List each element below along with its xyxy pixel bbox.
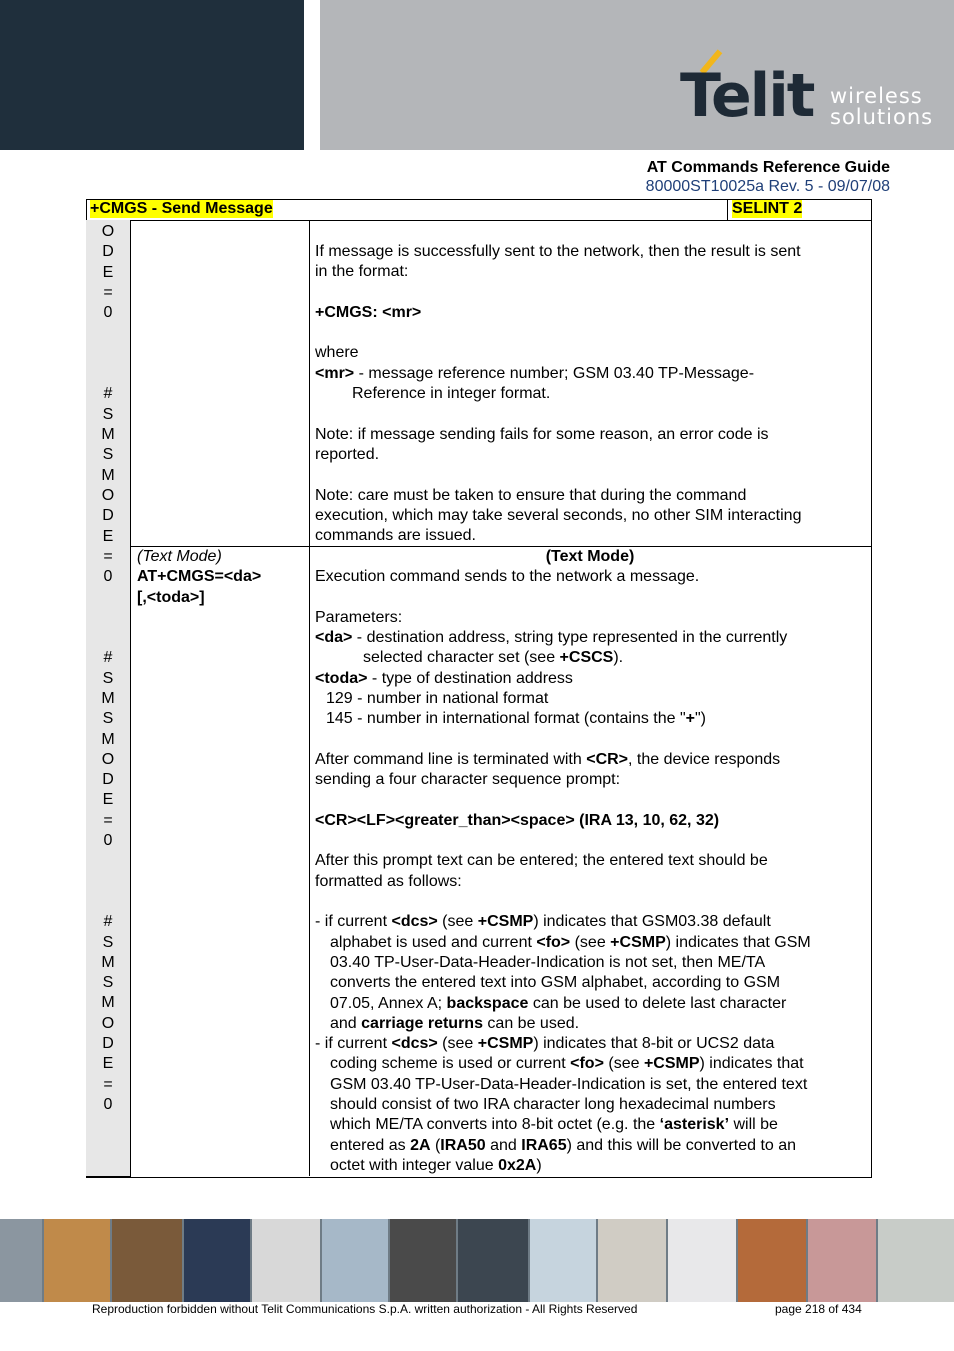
mode-letter: = (103, 811, 113, 829)
mode-letter: S (102, 710, 114, 728)
da-param-cont (315, 648, 865, 668)
toda-value-145 (315, 709, 865, 729)
bullet-line: and carriage returns can be used. (330, 1014, 580, 1032)
mode-letter: E (102, 1055, 114, 1073)
da-param (315, 628, 865, 648)
mode-letter: 0 (103, 1095, 113, 1113)
da-tag: <da> (315, 629, 353, 647)
mode-letter: O (101, 750, 115, 768)
da-desc-cont: selected character set (see (363, 649, 560, 667)
after-command-line-2: sending a four character sequence prompt: (315, 771, 621, 789)
mode-letter: S (102, 669, 114, 687)
bullet-line: coding scheme is used or current <fo> (see +CSMP) indicates that (330, 1055, 804, 1073)
mode-letter: D (102, 243, 114, 261)
photo-tile (112, 1219, 182, 1302)
after-command-line (315, 750, 865, 770)
bullet-8bit-ucs2 (315, 1034, 865, 1176)
document-title: AT Commands Reference Guide (646, 159, 890, 176)
params-label: Parameters: (315, 608, 403, 626)
exec-description: Execution command sends to the network a message. (315, 568, 700, 586)
mode-letter: M (101, 466, 115, 484)
row1-line: If message is successfully sent to the network, then the result is sent (315, 243, 801, 260)
toda-145-end: ") (695, 710, 707, 728)
row1-line: Note: if message sending fails for some reason, an error code is (315, 425, 769, 443)
photo-tile (252, 1219, 320, 1302)
cr-tag: <CR> (586, 750, 629, 768)
mode-letter: S (102, 974, 114, 992)
mode-letter: E (102, 791, 114, 809)
after-text-end: , the device responds (628, 750, 781, 768)
bullet-line: should consist of two IRA character long hexadecimal numbers (330, 1096, 776, 1114)
bullet-line: alphabet is used and current <fo> (see +CSMP) indicates that GSM (330, 933, 811, 951)
mode-letter: M (101, 689, 115, 707)
mode-letter: O (101, 486, 115, 504)
mode-letter: O (101, 223, 115, 240)
syntax-column-divider (309, 220, 310, 1176)
photo-tile (738, 1219, 806, 1302)
bullet-line: - if current <dcs> (see +CSMP) indicates that GSM03.38 default (315, 913, 771, 931)
bullet-line: 03.40 TP-User-Data-Header-Indication is not set, then ME/TA (330, 953, 766, 971)
mr-tag: <mr> (315, 364, 355, 382)
syntax-command: AT+CMGS=<da> (137, 568, 262, 586)
row2-description (315, 547, 865, 1176)
row1-line: Reference in integer format. (352, 385, 551, 403)
photo-tile (44, 1219, 110, 1302)
mode-letter: # (103, 913, 113, 931)
bullet-line: 07.05, Annex A; backspace can be used to delete last character (330, 994, 787, 1012)
logo-wordmark: Telit (680, 61, 814, 131)
after-prompt-1: After this prompt text can be entered; the entered text should be (315, 852, 768, 870)
row1-line: where (315, 344, 359, 362)
mode-letter: = (103, 283, 113, 301)
mode-letter: 0 (103, 568, 113, 586)
bullet-line: converts the entered text into GSM alphabet, according to GSM (330, 974, 781, 992)
row2-syntax (137, 547, 307, 608)
header-dark-panel (0, 0, 304, 150)
photo-tile (0, 1219, 42, 1302)
footer-rights: Reproduction forbidden without Telit Communications S.p.A. written authorization - All Rights Reserved (92, 1302, 638, 1316)
mode-letter: M (101, 953, 115, 971)
photo-tile (322, 1219, 388, 1302)
photo-tile (458, 1219, 528, 1302)
mode-letter: E (102, 263, 114, 281)
photo-tile (530, 1219, 596, 1302)
bullet-gsm-alphabet (315, 912, 865, 1034)
result-format: +CMGS: <mr> (315, 303, 422, 321)
mode-column-bottom (86, 1176, 131, 1178)
toda-tag: <toda> (315, 669, 368, 687)
mode-letter: O (101, 1014, 115, 1032)
bullet-line: octet with integer value 0x2A) (330, 1156, 542, 1174)
mode-letter: D (102, 1035, 114, 1052)
photo-tile (598, 1219, 666, 1302)
toda-145-text: 145 - number in international format (contains the " (326, 710, 686, 728)
command-title: +CMGS - Send Message (90, 200, 273, 217)
logo-tagline (830, 86, 933, 128)
toda-desc: - type of destination address (367, 669, 573, 687)
row1-line: commands are issued. (315, 527, 476, 545)
mode-column-divider (130, 220, 131, 1176)
row1-description (315, 242, 865, 546)
after-prompt-2: formatted as follows: (315, 872, 462, 890)
selint-badge: SELINT 2 (732, 200, 803, 217)
photo-tile (878, 1219, 954, 1302)
mode-letter: S (102, 933, 114, 951)
page-number: page 218 of 434 (775, 1302, 862, 1316)
document-revision: 80000ST10025a Rev. 5 - 09/07/08 (645, 178, 890, 195)
mode-letter: = (103, 1075, 113, 1093)
mode-letter: 0 (103, 304, 113, 322)
bullet-line: entered as 2A (IRA50 and IRA65) and this will be converted to an (330, 1136, 797, 1154)
photo-tile (808, 1219, 876, 1302)
photo-tile (184, 1219, 250, 1302)
mode-letter: M (101, 426, 115, 443)
telit-logo (680, 48, 934, 138)
row1-line: execution, which may take several seconds, no other SIM interacting (315, 506, 802, 524)
prompt-sequence: <CR><LF><greater_than><space> (IRA 13, 10, 62, 32) (315, 811, 720, 829)
row1-line: Note: care must be taken to ensure that during the command (315, 486, 747, 504)
mode-letter: S (102, 405, 114, 423)
title-row-divider (86, 220, 871, 221)
mode-letter: # (103, 649, 113, 667)
da-desc-end: ). (613, 649, 624, 667)
mode-letter: M (101, 994, 115, 1012)
after-text: After command line is terminated with (315, 750, 587, 768)
syntax-mode: (Text Mode) (137, 548, 222, 565)
bullet-line: GSM 03.40 TP-User-Data-Header-Indication is set, the entered text (330, 1075, 808, 1093)
mode-letter: D (102, 507, 114, 525)
toda-param (315, 669, 865, 689)
mode-letter: E (102, 527, 114, 545)
row1-line: reported. (315, 445, 380, 463)
photo-tile (390, 1219, 456, 1302)
syntax-command-optional: [,<toda>] (137, 588, 205, 606)
mr-param (315, 364, 865, 384)
photo-tile (668, 1219, 736, 1302)
bullet-line: which ME/TA converts into 8-bit octet (e.g. the ‘asterisk’ will be (330, 1116, 778, 1134)
mode-letter: = (103, 547, 113, 565)
row1-line: in the format: (315, 263, 409, 281)
mode-letter: 0 (103, 832, 113, 849)
toda-value-129: 129 - number in national format (326, 690, 549, 708)
cscs-ref: +CSCS (559, 649, 614, 667)
mode-letter: S (102, 446, 114, 464)
mode-letter: M (101, 730, 115, 748)
da-desc: - destination address, string type represented in the currently (352, 629, 788, 647)
mode-letter: # (103, 385, 113, 403)
mode-letter: D (102, 771, 114, 789)
logo-tagline-line-2: solutions (830, 105, 934, 129)
mr-desc: - message reference number; GSM 03.40 TP-Message- (354, 364, 755, 382)
bullet-line: - if current <dcs> (see +CSMP) indicates that 8-bit or UCS2 data (315, 1035, 775, 1053)
row2-heading: (Text Mode) (545, 548, 635, 565)
selint-divider (727, 199, 728, 220)
plus-sign: + (685, 710, 695, 728)
logo-tagline-line-1: wireless (830, 84, 923, 108)
